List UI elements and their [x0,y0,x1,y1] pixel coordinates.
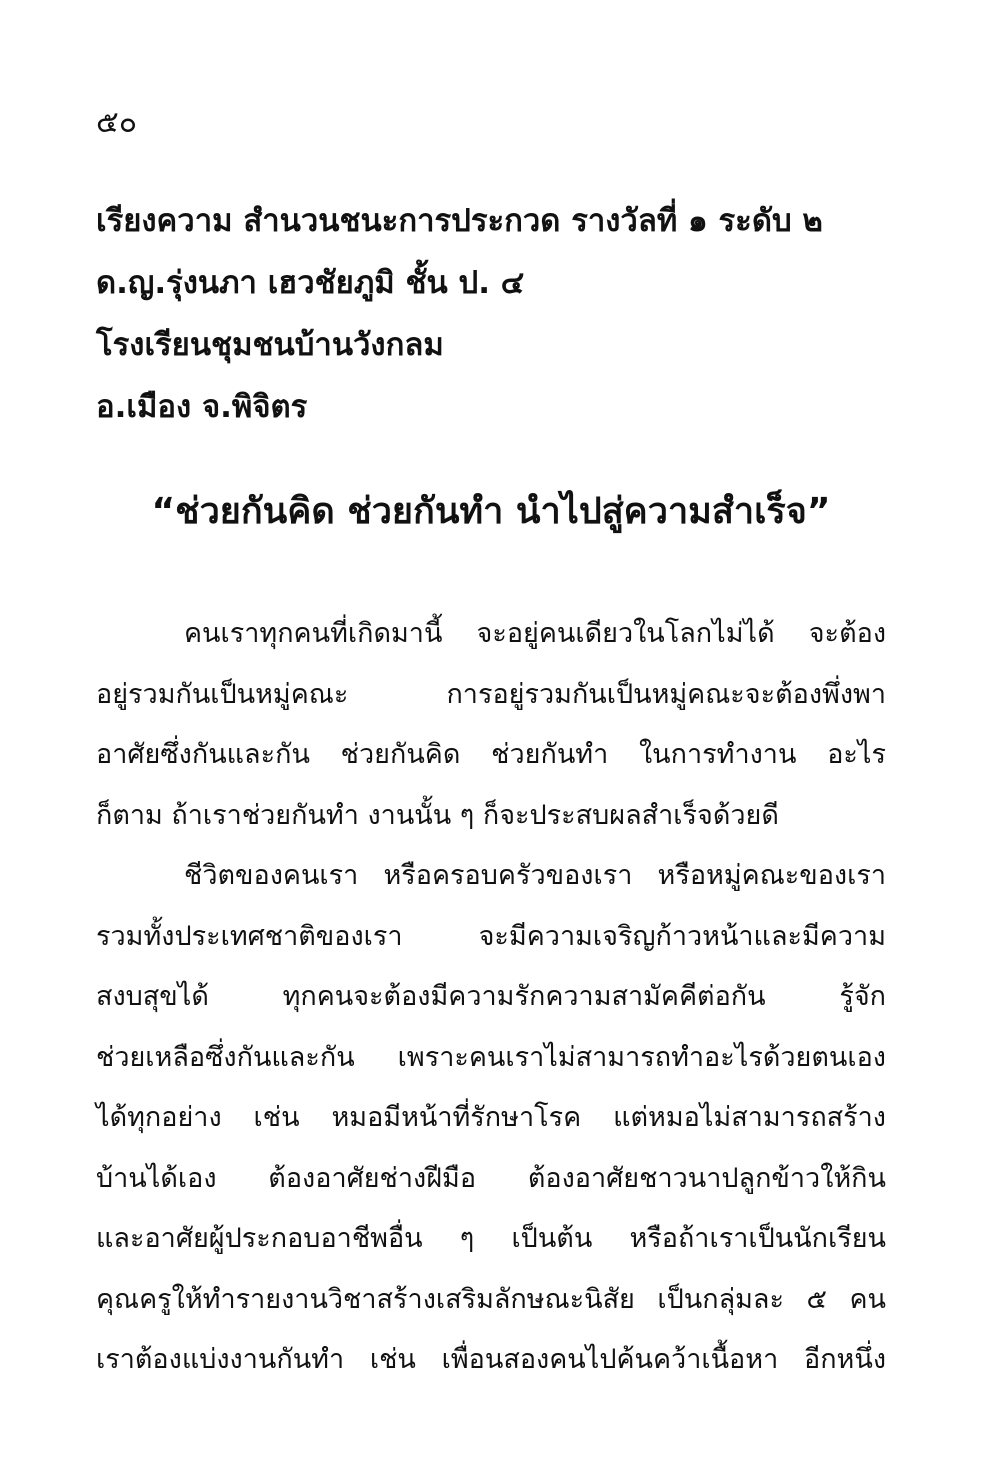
body-line: อยู่รวมกันเป็นหมู่คณะ การอยู่รวมกันเป็นหมู่คณะจะต้องพึ่งพา [96,678,886,710]
essay-title: “ช่วยกันคิด ช่วยกันทำ นำไปสู่ความสำเร็จ” [151,491,831,532]
body-line: คุณครูให้ทำรายงานวิชาสร้างเสริมลักษณะนิสัย เป็นกลุ่มละ ๕ คน [96,1283,886,1315]
author-line: ด.ญ.รุ่งนภา เฮวชัยภูมิ ชั้น ป. ๔ [96,265,525,301]
body-line: และอาศัยผู้ประกอบอาชีพอื่น ๆ เป็นต้น หรือถ้าเราเป็นนักเรียน [96,1223,886,1254]
body-line: ได้ทุกอย่าง เช่น หมอมีหน้าที่รักษาโรค แต่หมอไม่สามารถสร้าง [96,1102,886,1133]
body-line: คนเราทุกคนที่เกิดมานี้ จะอยู่คนเดียวในโลกไม่ได้ จะต้อง [184,618,886,649]
body-line: บ้านได้เอง ต้องอาศัยช่างฝีมือ ต้องอาศัยชาวนาปลูกข้าวให้กิน [96,1162,886,1194]
school-line: โรงเรียนชุมชนบ้านวังกลม [96,327,444,363]
award-line: เรียงความ สำนวนชนะการประกวด รางวัลที่ ๑ ระดับ ๒ [96,203,823,239]
essay-body [96,604,886,1391]
body-line: ก็ตาม ถ้าเราช่วยกันทำ งานนั้น ๆ ก็จะประสบผลสำเร็จด้วยดี [96,799,779,831]
body-line: เราต้องแบ่งงานกันทำ เช่น เพื่อนสองคนไปค้นคว้าเนื้อหา อีกหนึ่ง [96,1344,886,1375]
body-line: ชีวิตของคนเรา หรือครอบครัวของเรา หรือหมู่คณะของเรา [184,860,886,891]
body-line: รวมทั้งประเทศชาติของเรา จะมีความเจริญก้าวหน้าและมีความ [96,920,886,952]
body-line: ช่วยเหลือซึ่งกันและกัน เพราะคนเราไม่สามารถทำอะไรด้วยตนเอง [96,1041,886,1073]
location-line: อ.เมือง จ.พิจิตร [96,389,308,425]
essay-header [96,190,916,438]
page-number: ๕๐ [96,105,138,140]
body-line: สงบสุขได้ ทุกคนจะต้องมีความรักความสามัคคีต่อกัน รู้จัก [96,981,886,1012]
body-line: อาศัยซึ่งกันและกัน ช่วยกันคิด ช่วยกันทำ ในการทำงาน อะไร [96,739,886,770]
